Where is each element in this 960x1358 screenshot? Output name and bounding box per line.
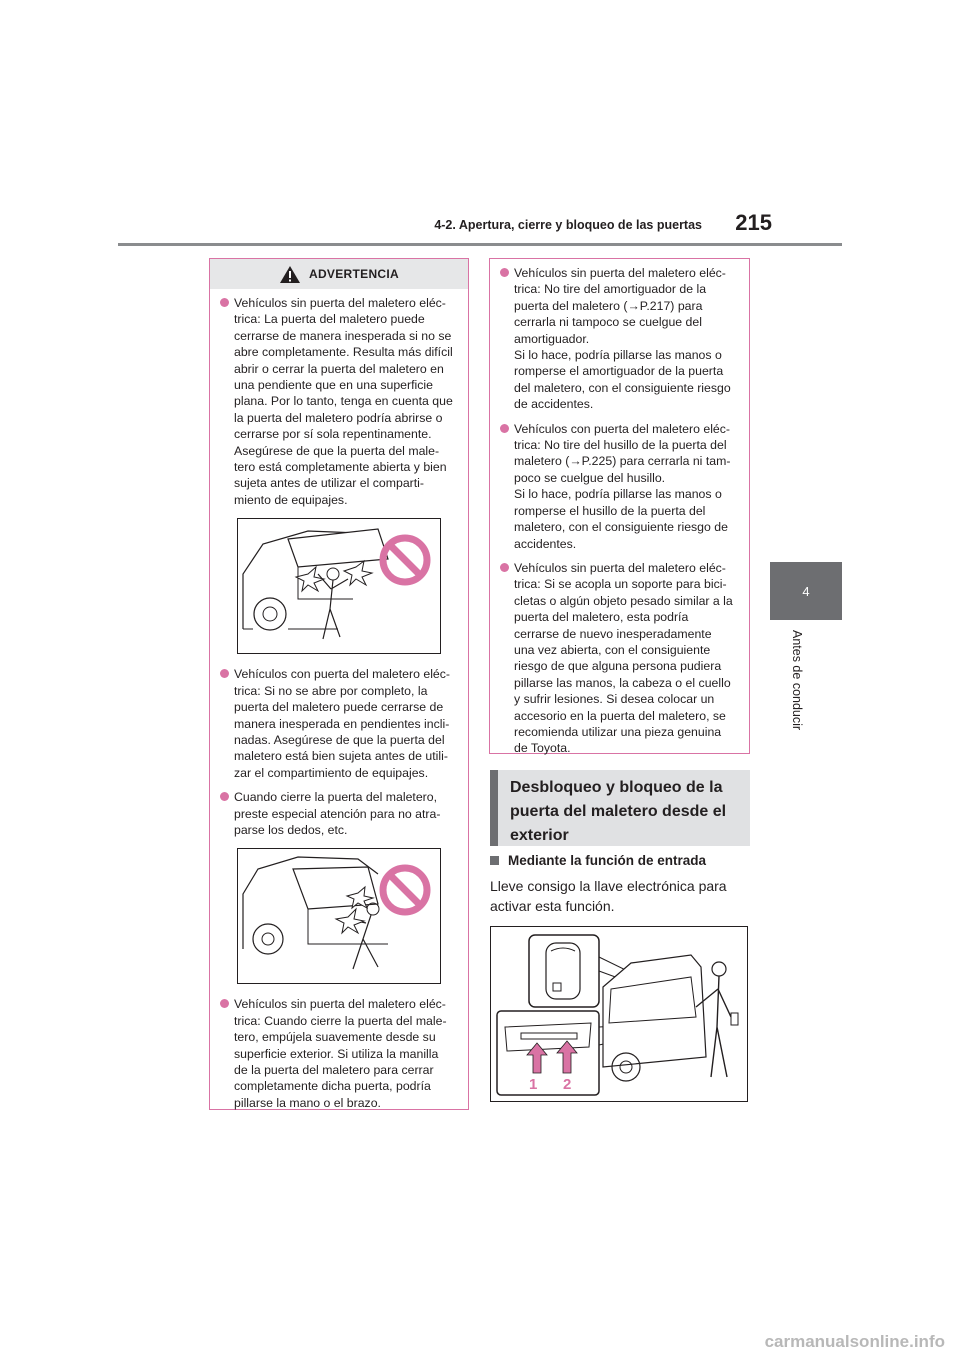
header-title: 4-2. Apertura, cierre y bloqueo de las puertas [434, 218, 702, 232]
warning-item: Vehículos sin puerta del maletero eléc- trica: Si se acopla un soporte para bici- cletas o algún objeto pesado similar a la puerta del maletero, esta podría cerrarse de nuevo inesperadamente una vez abierta, con el consiguiente riesgo de que alguna persona pudiera pillarse las manos, la cabeza o el cuello y sufrir lesiones. Si desea colocar un accesorio en la puerta del maletero, se recomienda utilizar una pieza genuina de Toyota. [500, 560, 739, 757]
prohibited-icon [378, 533, 432, 587]
callout-2: 2 [563, 1076, 572, 1093]
callout-1: 1 [529, 1076, 538, 1093]
warning-item: Vehículos sin puerta del maletero eléc- trica: No tire del amortiguador de la puerta del maletero (→P.217) para cerrarla ni tampoco se cuelgue del amortiguador. Si lo hace, podría pillarse las manos o romperse el amortiguador de la puerta del maletero, con el consiguiente riesgo de accidentes. [500, 265, 739, 413]
warning-header [210, 259, 468, 289]
entry-function-illustration [491, 927, 747, 1101]
prohibited-icon [378, 863, 432, 917]
page-number: 215 [735, 210, 772, 235]
warning-title: ADVERTENCIA [309, 267, 399, 281]
warning-item: Vehículos sin puerta del maletero eléc- trica: Cuando cierre la puerta del male- tero, empújela suavemente desde su superficie exterior. Si utiliza la manilla de la puerta del maletero para cerrar completamente dicha puerta, podría pillarse la mano o el brazo. [220, 996, 458, 1111]
body-text: Lleve consigo la llave electrónica para activar esta función. [490, 878, 727, 914]
warning-item: Vehículos con puerta del maletero eléc- trica: Si no se abre por completo, la puerta del maletero puede cerrarse de manera inesperada en pendientes incli- nadas. Asegúrese de que la puerta del maletero está bien sujeta antes de utili- zar el compartimiento de equipajes. [220, 666, 458, 781]
header-rule [118, 243, 842, 246]
warning-box-left [209, 258, 469, 1110]
chapter-number: 4 [802, 583, 810, 599]
warning-triangle-icon [279, 265, 301, 284]
chapter-tab [770, 562, 842, 620]
warning-item: Vehículos sin puerta del maletero eléc- trica: La puerta del maletero puede cerrarse de manera inesperada si no se abre completamente. Resulta más difícil abrir o cerrar la puerta del maletero en una pendiente que en una superficie plana. Por lo tanto, tenga en cuenta que la puerta del maletero podría abrirse o cerrarse por sí sola repentinamente. Asegúrese de que la puerta del male- tero está completamente abierta y bien sujeta antes de utilizar el comparti- miento de equipajes. [220, 295, 458, 508]
warning-item: Cuando cierre la puerta del maletero, preste especial atención para no atra- parse los dedos, etc. [220, 789, 458, 838]
illustration-entry-function [490, 926, 748, 1102]
sub-heading [490, 853, 706, 868]
sub-heading-text: Mediante la función de entrada [508, 853, 707, 868]
warning-box-right [489, 258, 750, 754]
illustration-pinched-fingers-prohibited [237, 848, 441, 984]
chapter-label: Antes de conducir [790, 630, 804, 731]
section-title: Desbloqueo y bloqueo de la puerta del maletero desde el exterior [490, 770, 750, 846]
warning-item: Vehículos con puerta del maletero eléc- trica: No tire del husillo de la puerta del maletero (→P.225) para cerrarla ni tam- poco se cuelgue del husillo. Si lo hace, podría pillarse las manos o romperse el husillo de la puerta del maletero, con el consiguiente riesgo de accidentes. [500, 421, 739, 552]
watermark: carmanualsonline.info [764, 1332, 945, 1351]
illustration-closing-trunk-prohibited [237, 518, 441, 654]
square-bullet-icon [490, 856, 499, 865]
